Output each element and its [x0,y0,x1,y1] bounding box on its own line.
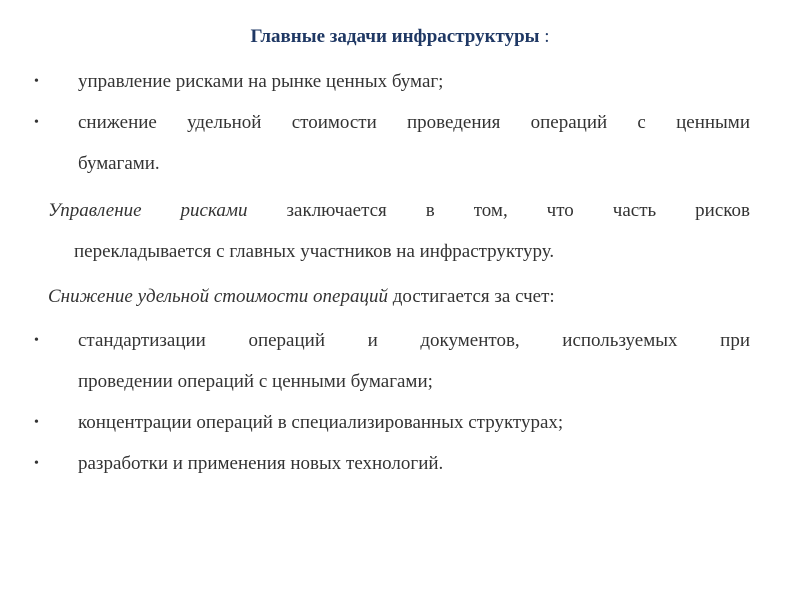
list-item [34,61,750,102]
list-item [34,320,750,402]
title-text: Главные задачи инфраструктуры [250,26,540,47]
paragraph-line: перекладывается с главных участников на инфраструктуру. [74,241,555,262]
paragraph-line [48,276,750,317]
list-item [34,402,750,443]
list-item-text: проведении операций с ценными бумагами; [78,371,433,392]
emphasis-text: Снижение удельной стоимости операций [48,286,388,307]
slide-title [0,24,800,50]
bullet-icon: • [34,415,39,430]
bullet-icon: • [34,333,39,348]
paragraph-cost [48,276,750,317]
list-item-text: бумагами. [78,153,160,174]
paragraph-risk [48,190,750,272]
list-item-text: управление рисками на рынке ценных бумаг; [78,71,444,92]
bullet-icon: • [34,456,39,471]
bullet-icon: • [34,115,39,130]
list-item-text: концентрации операций в специализированных структурах; [78,412,564,433]
emphasis-text: Управление рисками [48,200,248,221]
paragraph-text: достигается за счет: [387,286,555,307]
title-colon: : [539,26,550,47]
bullet-icon: • [34,74,39,89]
list-item [34,443,750,484]
list-item [34,102,750,184]
list-item-text: разработки и применения новых технологий. [78,453,444,474]
list-item-text: снижение удельной стоимости проведения операций с ценными [78,112,750,133]
tasks-list [34,61,750,184]
list-item-text: стандартизации операций и документов, используемых при [78,330,750,351]
paragraph-line [48,190,750,231]
paragraph-text: заключается в том, что часть рисков [247,200,751,221]
means-list [34,320,750,484]
